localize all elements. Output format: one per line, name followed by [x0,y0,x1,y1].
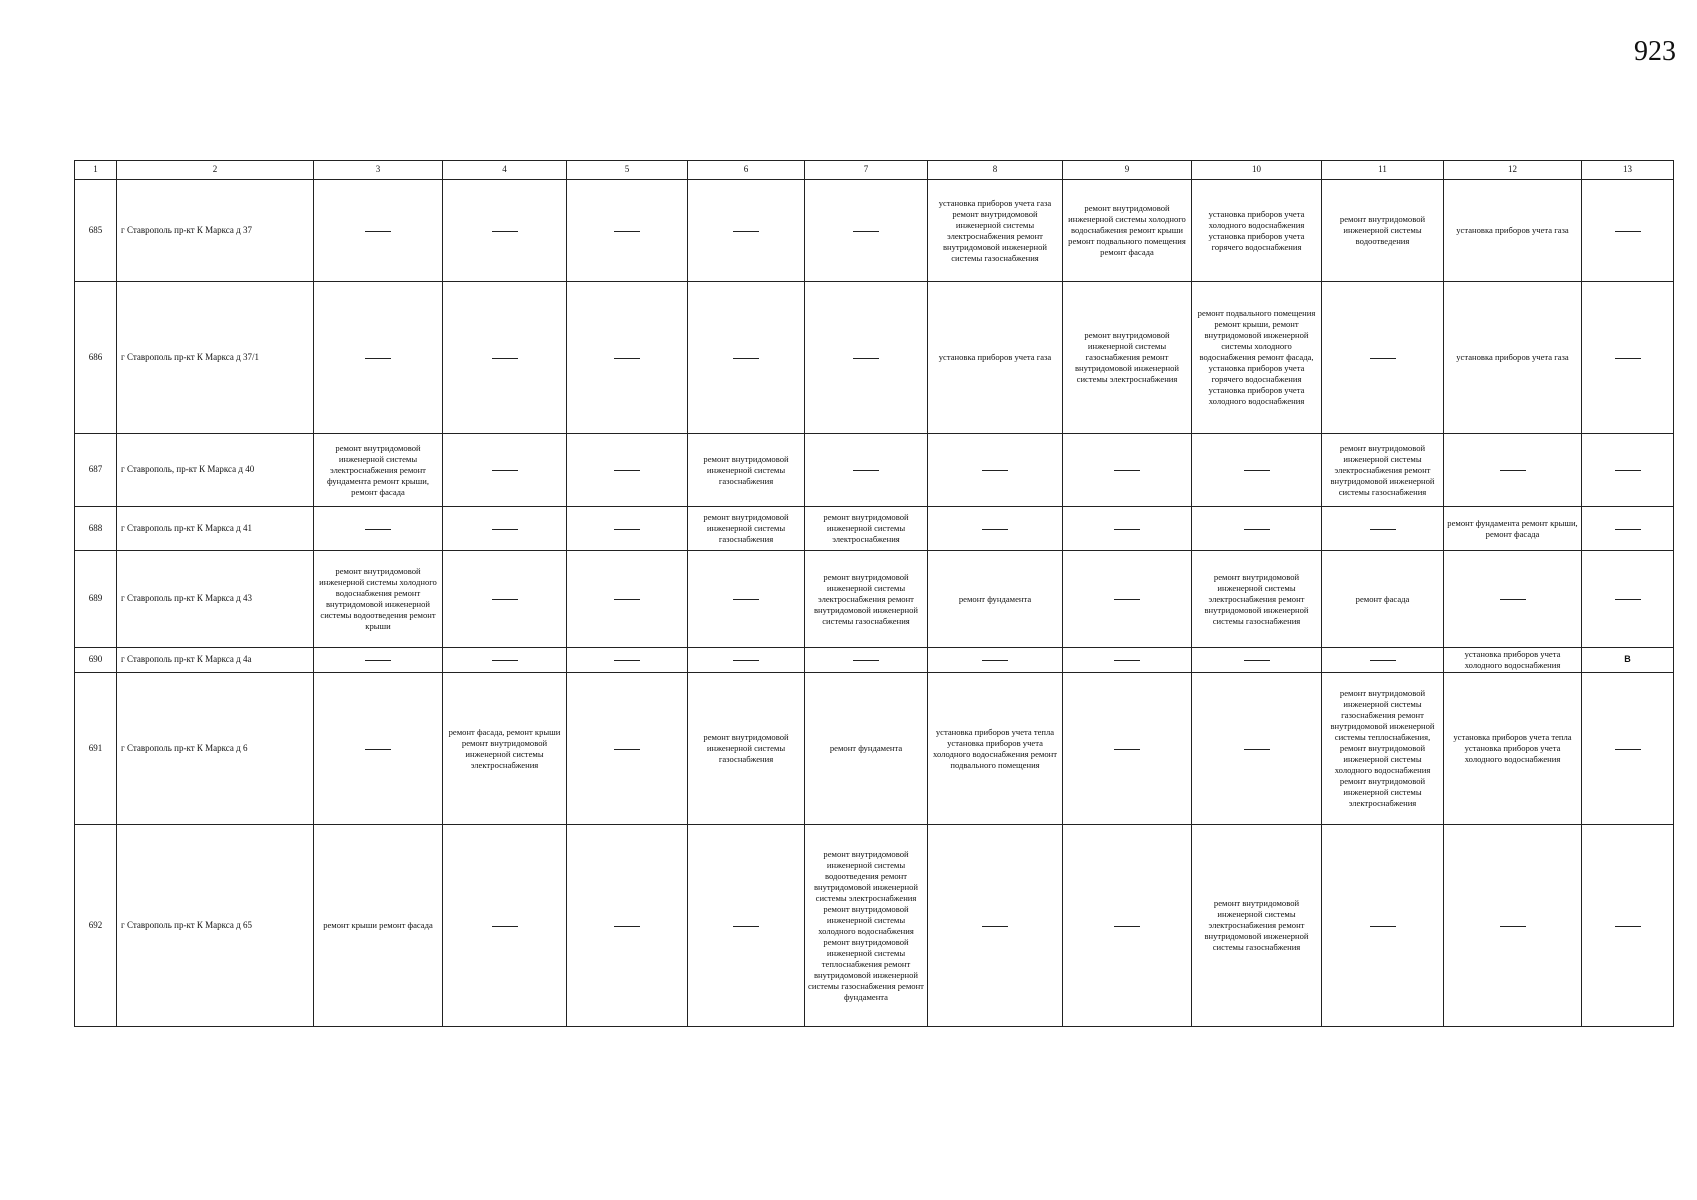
column-number: 12 [1444,161,1582,180]
work-cell [314,282,443,434]
empty-dash [1500,599,1526,600]
work-cell [805,180,928,282]
work-cell [567,507,688,551]
empty-dash [614,470,640,471]
work-description: ремонт внутридомовой инженерной системы водоотведения [1339,214,1426,246]
work-cell [688,648,805,673]
work-cell [567,180,688,282]
work-cell [805,507,928,551]
empty-dash [982,529,1008,530]
work-cell [928,507,1063,551]
empty-dash [492,470,518,471]
work-cell [805,825,928,1027]
work-cell [1444,673,1582,825]
work-cell [1322,551,1444,648]
column-number: 9 [1063,161,1192,180]
empty-dash [1370,358,1396,359]
column-number: 2 [117,161,314,180]
work-cell [1192,673,1322,825]
empty-dash [733,599,759,600]
row-number: 687 [75,434,117,507]
work-cell [1192,507,1322,551]
empty-dash [614,660,640,661]
work-cell [1063,825,1192,1027]
table-row [75,507,1674,551]
empty-dash [1615,529,1641,530]
work-cell [1063,282,1192,434]
column-number: 11 [1322,161,1444,180]
table-row [75,282,1674,434]
empty-dash [492,231,518,232]
work-description: ремонт фундамента [829,743,903,753]
column-number: 4 [443,161,567,180]
work-cell [567,434,688,507]
work-cell [314,180,443,282]
empty-dash [733,231,759,232]
work-cell [688,507,805,551]
work-cell [1192,180,1322,282]
empty-dash [492,358,518,359]
column-number: 7 [805,161,928,180]
work-cell [1582,180,1674,282]
empty-dash [1370,529,1396,530]
work-cell [567,825,688,1027]
empty-dash [1114,660,1140,661]
work-cell [688,180,805,282]
work-cell [314,434,443,507]
address-cell: г Ставрополь пр-кт К Маркса д 65 [117,825,314,1027]
work-cell [688,673,805,825]
empty-dash [614,358,640,359]
empty-dash [733,660,759,661]
empty-dash [614,599,640,600]
work-cell [1444,648,1582,673]
empty-dash [1114,926,1140,927]
empty-dash [1615,926,1641,927]
page-number: 923 [1634,36,1676,67]
address-cell: г Ставрополь пр-кт К Маркса д 41 [117,507,314,551]
column-number: 5 [567,161,688,180]
column-number: 8 [928,161,1063,180]
work-cell [688,551,805,648]
work-cell [928,180,1063,282]
work-cell [1582,434,1674,507]
empty-dash [853,660,879,661]
work-description: ремонт внутридомовой инженерной системы электроснабжения ремонт внутридомовой инженерной системы газоснабжения [1204,571,1309,626]
empty-dash [365,529,391,530]
work-cell [1582,673,1674,825]
work-cell [688,282,805,434]
work-cell [805,648,928,673]
column-number: 13 [1582,161,1674,180]
work-description: ремонт фасада, ремонт крыши ремонт внутридомовой инженерной системы электроснабжения [448,726,561,770]
work-cell [1322,673,1444,825]
empty-dash [733,926,759,927]
empty-dash [1615,231,1641,232]
empty-dash [492,926,518,927]
work-cell [1063,551,1192,648]
work-cell [688,825,805,1027]
work-cell [928,648,1063,673]
address-cell: г Ставрополь пр-кт К Маркса д 37/1 [117,282,314,434]
address-cell: г Ставрополь пр-кт К Маркса д 37 [117,180,314,282]
work-cell [1444,180,1582,282]
empty-dash [1114,529,1140,530]
address-cell: г Ставрополь пр-кт К Маркса д 6 [117,673,314,825]
work-cell [443,434,567,507]
work-description: ремонт внутридомовой инженерной системы газоснабжения ремонт внутридомовой инженерной системы электроснабжения [1074,330,1180,384]
address-cell: г Ставрополь, пр-кт К Маркса д 40 [117,434,314,507]
work-description: ремонт внутридомовой инженерной системы газоснабжения ремонт внутридомовой инженерной системы теплоснабжения, ремонт внутридомовой инженерной системы холодного водоснабжения ремонт внутридомовой инженерной системы электроснабжения [1330,688,1435,808]
work-cell [1444,825,1582,1027]
work-cell [1444,282,1582,434]
work-cell [1444,434,1582,507]
work-cell [928,825,1063,1027]
work-cell [443,282,567,434]
repair-schedule-table [74,160,1674,1027]
work-cell [314,825,443,1027]
work-description: ремонт внутридомовой инженерной системы электроснабжения ремонт фундамента ремонт крыши, ремонт фасада [326,442,430,497]
work-cell [1192,434,1322,507]
work-cell [1063,673,1192,825]
work-cell [1322,434,1444,507]
work-cell [443,673,567,825]
work-cell [1582,825,1674,1027]
work-description: ремонт подвального помещения ремонт крыши, ремонт внутридомовой инженерной системы холодного водоснабжения ремонт фасада, установка приборов учета горячего водоснабжения установка приборов учета холодного водоснабжения [1197,308,1316,406]
row-number: 686 [75,282,117,434]
empty-dash [614,529,640,530]
empty-dash [1114,470,1140,471]
work-description: установка приборов учета холодного водоснабжения [1464,649,1561,670]
work-cell [1063,434,1192,507]
empty-dash [1370,660,1396,661]
empty-dash [1615,358,1641,359]
table-row [75,648,1674,673]
row-number: 691 [75,673,117,825]
work-description: ремонт фундамента [958,593,1032,604]
empty-dash [1500,470,1526,471]
empty-dash [1615,599,1641,600]
empty-dash [365,358,391,359]
work-cell [1322,507,1444,551]
empty-dash [853,231,879,232]
work-description: ремонт внутридомовой инженерной системы электроснабжения ремонт внутридомовой инженерной системы газоснабжения [1204,898,1309,952]
work-cell [443,507,567,551]
work-cell [443,180,567,282]
work-description: установка приборов учета тепла установка приборов учета холодного водоснабжения [1453,732,1572,764]
work-cell [1444,507,1582,551]
work-description: ремонт крыши ремонт фасада [323,920,433,930]
row-number: 688 [75,507,117,551]
work-description: установка приборов учета газа [1456,352,1569,362]
row-number: 689 [75,551,117,648]
empty-dash [1615,749,1641,750]
work-cell [928,434,1063,507]
column-number: 3 [314,161,443,180]
work-description: ремонт фасада [1355,593,1410,604]
work-cell [567,551,688,648]
work-description: установка приборов учета тепла установка приборов учета холодного водоснабжения ремонт подвального помещения [933,726,1057,770]
table-body [75,161,1674,1027]
work-cell [1322,282,1444,434]
empty-dash [365,749,391,750]
work-cell [1192,825,1322,1027]
work-cell [1582,282,1674,434]
empty-dash [1500,926,1526,927]
work-description: ремонт внутридомовой инженерной системы водоотведения ремонт внутридомовой инженерной системы электроснабжения ремонт внутридомовой инженерной системы холодного водоснабжения ремонт внутридомовой инженерной системы теплоснабжения ремонт внутридомовой инженерной системы газоснабжения ремонт фундамента [808,848,924,1002]
work-cell [314,507,443,551]
empty-dash [1244,660,1270,661]
empty-dash [982,926,1008,927]
work-cell [1322,648,1444,673]
empty-dash [1114,749,1140,750]
column-number: 10 [1192,161,1322,180]
address-cell: г Ставрополь пр-кт К Маркса д 43 [117,551,314,648]
header-row [75,161,1674,180]
empty-dash [492,660,518,661]
work-description: ремонт внутридомовой инженерной системы газоснабжения [703,512,789,544]
work-cell [928,282,1063,434]
table-row [75,825,1674,1027]
work-cell [443,551,567,648]
work-cell [805,551,928,648]
empty-dash [853,358,879,359]
empty-dash [365,660,391,661]
row-number: 690 [75,648,117,673]
empty-dash [614,231,640,232]
work-description: В [1624,654,1631,665]
work-cell [805,673,928,825]
work-cell [443,825,567,1027]
work-description: установка приборов учета газа [938,352,1052,362]
address-cell: г Ставрополь пр-кт К Маркса д 4а [117,648,314,673]
empty-dash [492,599,518,600]
empty-dash [1114,599,1140,600]
empty-dash [614,926,640,927]
work-description: ремонт внутридомовой инженерной системы электроснабжения ремонт внутридомовой инженерной системы газоснабжения [813,571,919,626]
empty-dash [492,529,518,530]
work-description: ремонт внутридомовой инженерной системы газоснабжения [703,453,789,486]
empty-dash [1615,470,1641,471]
empty-dash [853,470,879,471]
work-cell [443,648,567,673]
table-row [75,434,1674,507]
work-description: установка приборов учета газа [1456,225,1569,235]
work-description: ремонт внутридомовой инженерной системы газоснабжения [703,732,789,764]
work-cell [1063,180,1192,282]
work-cell [1582,507,1674,551]
work-cell [567,673,688,825]
table-row [75,673,1674,825]
work-description: ремонт внутридомовой инженерной системы холодного водоснабжения ремонт крыши ремонт подвального помещения ремонт фасада [1068,203,1186,257]
work-description: ремонт внутридомовой инженерной системы холодного водоснабжения ремонт внутридомовой инженерной системы водоотведения ремонт крыши [319,566,437,631]
work-cell [314,648,443,673]
work-cell [1063,648,1192,673]
work-description: ремонт внутридомовой инженерной системы электроснабжения [823,512,909,544]
work-cell [928,551,1063,648]
work-cell [1322,180,1444,282]
work-description: ремонт внутридомовой инженерной системы электроснабжения ремонт внутридомовой инженерной системы газоснабжения [1330,442,1435,497]
work-cell [314,673,443,825]
work-cell [567,648,688,673]
empty-dash [1244,470,1270,471]
empty-dash [982,470,1008,471]
empty-dash [365,231,391,232]
empty-dash [614,749,640,750]
work-cell [1063,507,1192,551]
work-cell [1582,551,1674,648]
row-number: 692 [75,825,117,1027]
empty-dash [1244,529,1270,530]
column-number: 6 [688,161,805,180]
work-cell [1192,551,1322,648]
empty-dash [1244,749,1270,750]
work-cell [805,282,928,434]
work-cell [1192,282,1322,434]
work-cell [805,434,928,507]
work-cell [688,434,805,507]
work-cell [314,551,443,648]
empty-dash [733,358,759,359]
table-row [75,551,1674,648]
work-cell [1192,648,1322,673]
work-cell [567,282,688,434]
work-cell [1322,825,1444,1027]
table-row [75,180,1674,282]
work-description: установка приборов учета холодного водоснабжения установка приборов учета горячего водоснабжения [1208,208,1305,252]
column-number: 1 [75,161,117,180]
work-description: установка приборов учета газа ремонт внутридомовой инженерной системы электроснабжения ремонт внутридомовой инженерной системы газоснабжения [938,197,1052,263]
work-cell [1582,648,1674,673]
work-cell [928,673,1063,825]
row-number: 685 [75,180,117,282]
empty-dash [1370,926,1396,927]
work-description: ремонт фундамента ремонт крыши, ремонт фасада [1447,517,1578,539]
work-cell [1444,551,1582,648]
empty-dash [982,660,1008,661]
